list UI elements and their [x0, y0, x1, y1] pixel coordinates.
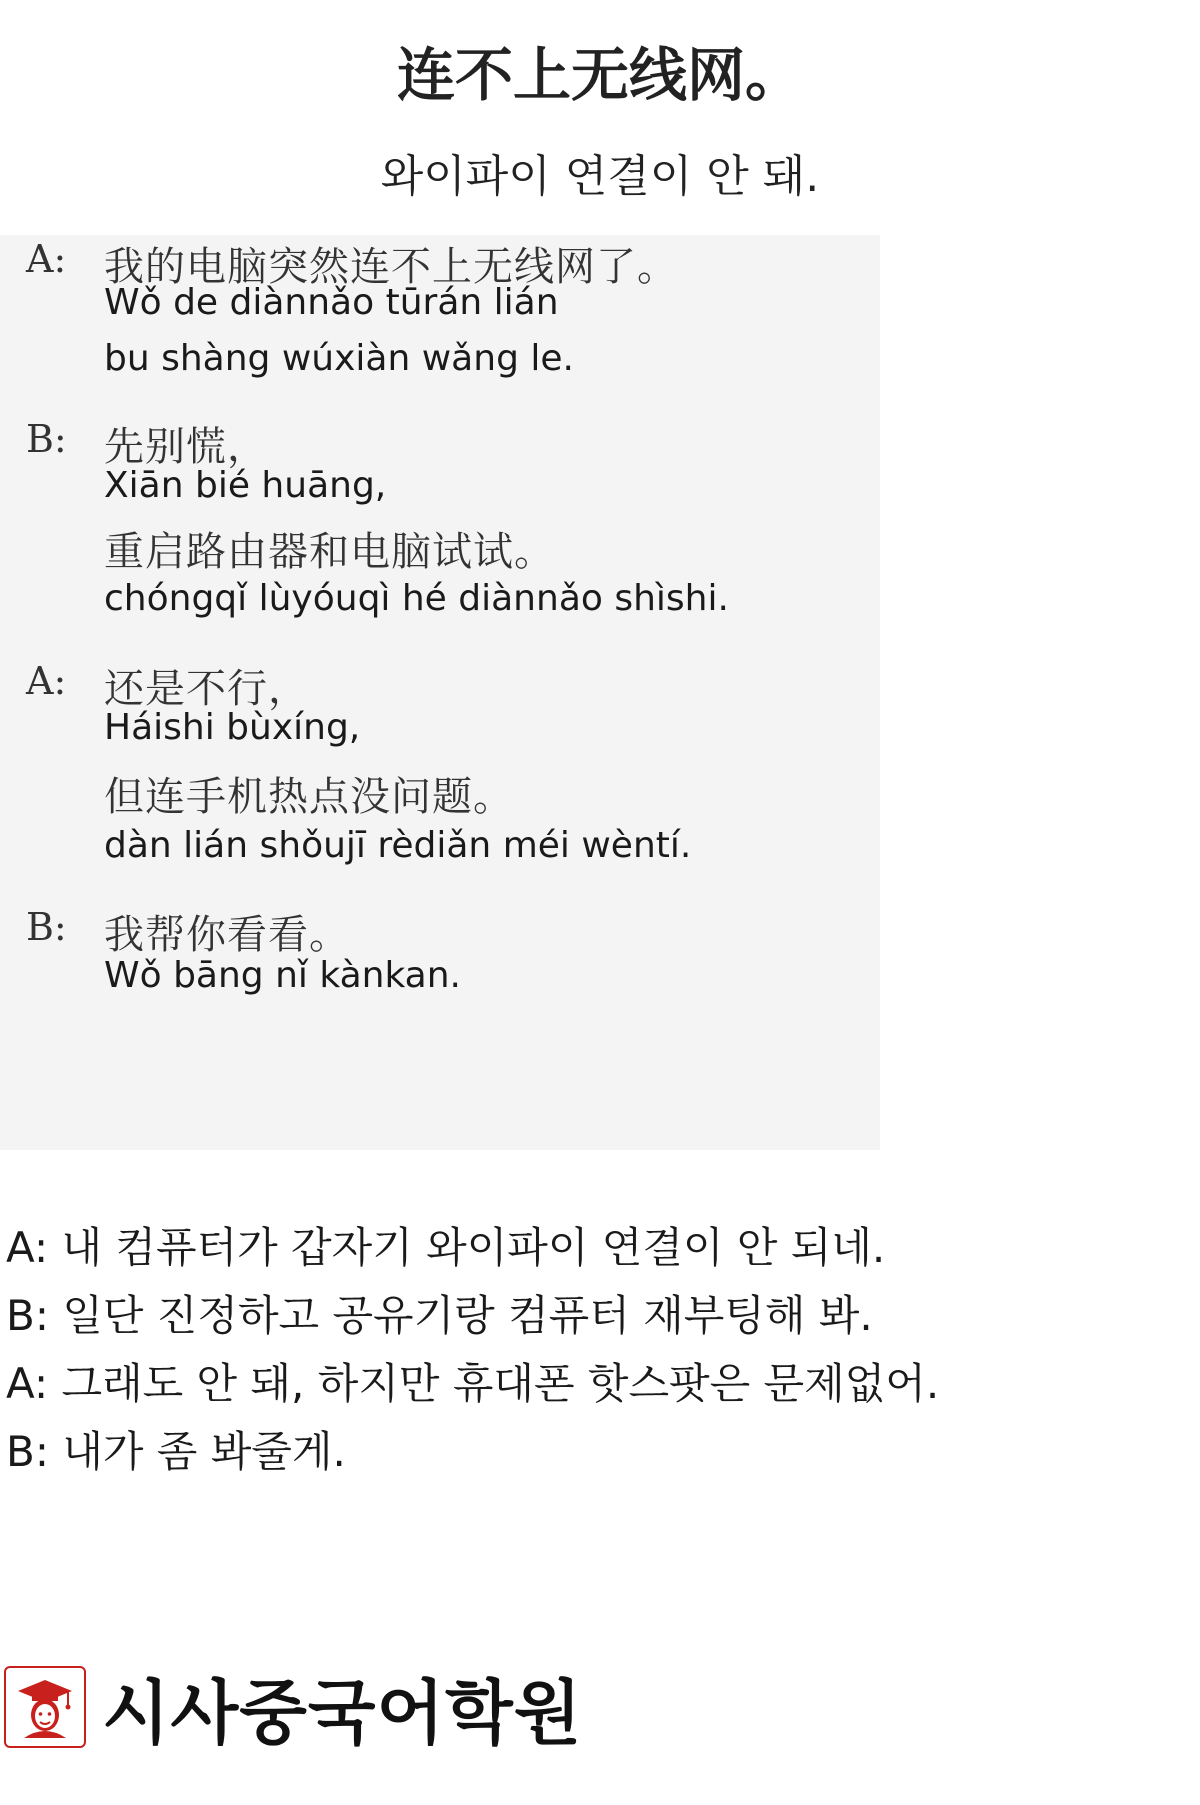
hanzi-line: 先别慌， — [104, 424, 268, 470]
pinyin-line: Háishi bùxíng, — [104, 707, 361, 748]
page-subtitle: 와이파이 연결이 안 돼. — [380, 151, 820, 202]
speaker-label: A: — [26, 237, 67, 281]
pinyin-line: bu shàng wúxiàn wǎng le. — [104, 338, 574, 379]
pinyin-line: dàn lián shǒujī rèdiǎn méi wèntí. — [104, 825, 692, 866]
hanzi-line: 重启路由器和电脑试试。 — [104, 529, 555, 575]
hanzi-line: 但连手机热点没问题。 — [104, 774, 514, 820]
speaker-label: A: — [26, 659, 67, 703]
speaker-label: B: — [26, 417, 67, 461]
dialogue-box — [0, 235, 880, 1150]
academy-name: 시사중국어학원 — [102, 1671, 583, 1754]
pinyin-line: chóngqǐ lùyóuqì hé diànnǎo shìshi. — [104, 578, 729, 619]
translation-line: B: 일단 진정하고 공유기랑 컴퓨터 재부팅해 봐. — [6, 1291, 873, 1340]
page-title: 连不上无线网。 — [396, 41, 803, 109]
pinyin-line: Xiān bié huāng, — [104, 465, 387, 506]
translation-line: A: 그래도 안 돼, 하지만 휴대폰 핫스팟은 문제없어. — [6, 1359, 940, 1408]
hanzi-line: 我的电脑突然连不上无线网了。 — [104, 244, 678, 290]
hanzi-line: 还是不行， — [104, 666, 309, 712]
pinyin-line: Wǒ bāng nǐ kànkan. — [104, 955, 461, 996]
translation-line: A: 내 컴퓨터가 갑자기 와이파이 연결이 안 되네. — [6, 1223, 886, 1272]
academy-emblem-icon — [4, 1666, 86, 1748]
pinyin-line: Wǒ de diànnǎo tūrán lián — [104, 282, 559, 323]
translation-line: B: 내가 좀 봐줄게. — [6, 1427, 346, 1476]
academy-logo — [4, 1662, 582, 1752]
hanzi-line: 我帮你看看。 — [104, 912, 350, 958]
speaker-label: B: — [26, 905, 67, 949]
